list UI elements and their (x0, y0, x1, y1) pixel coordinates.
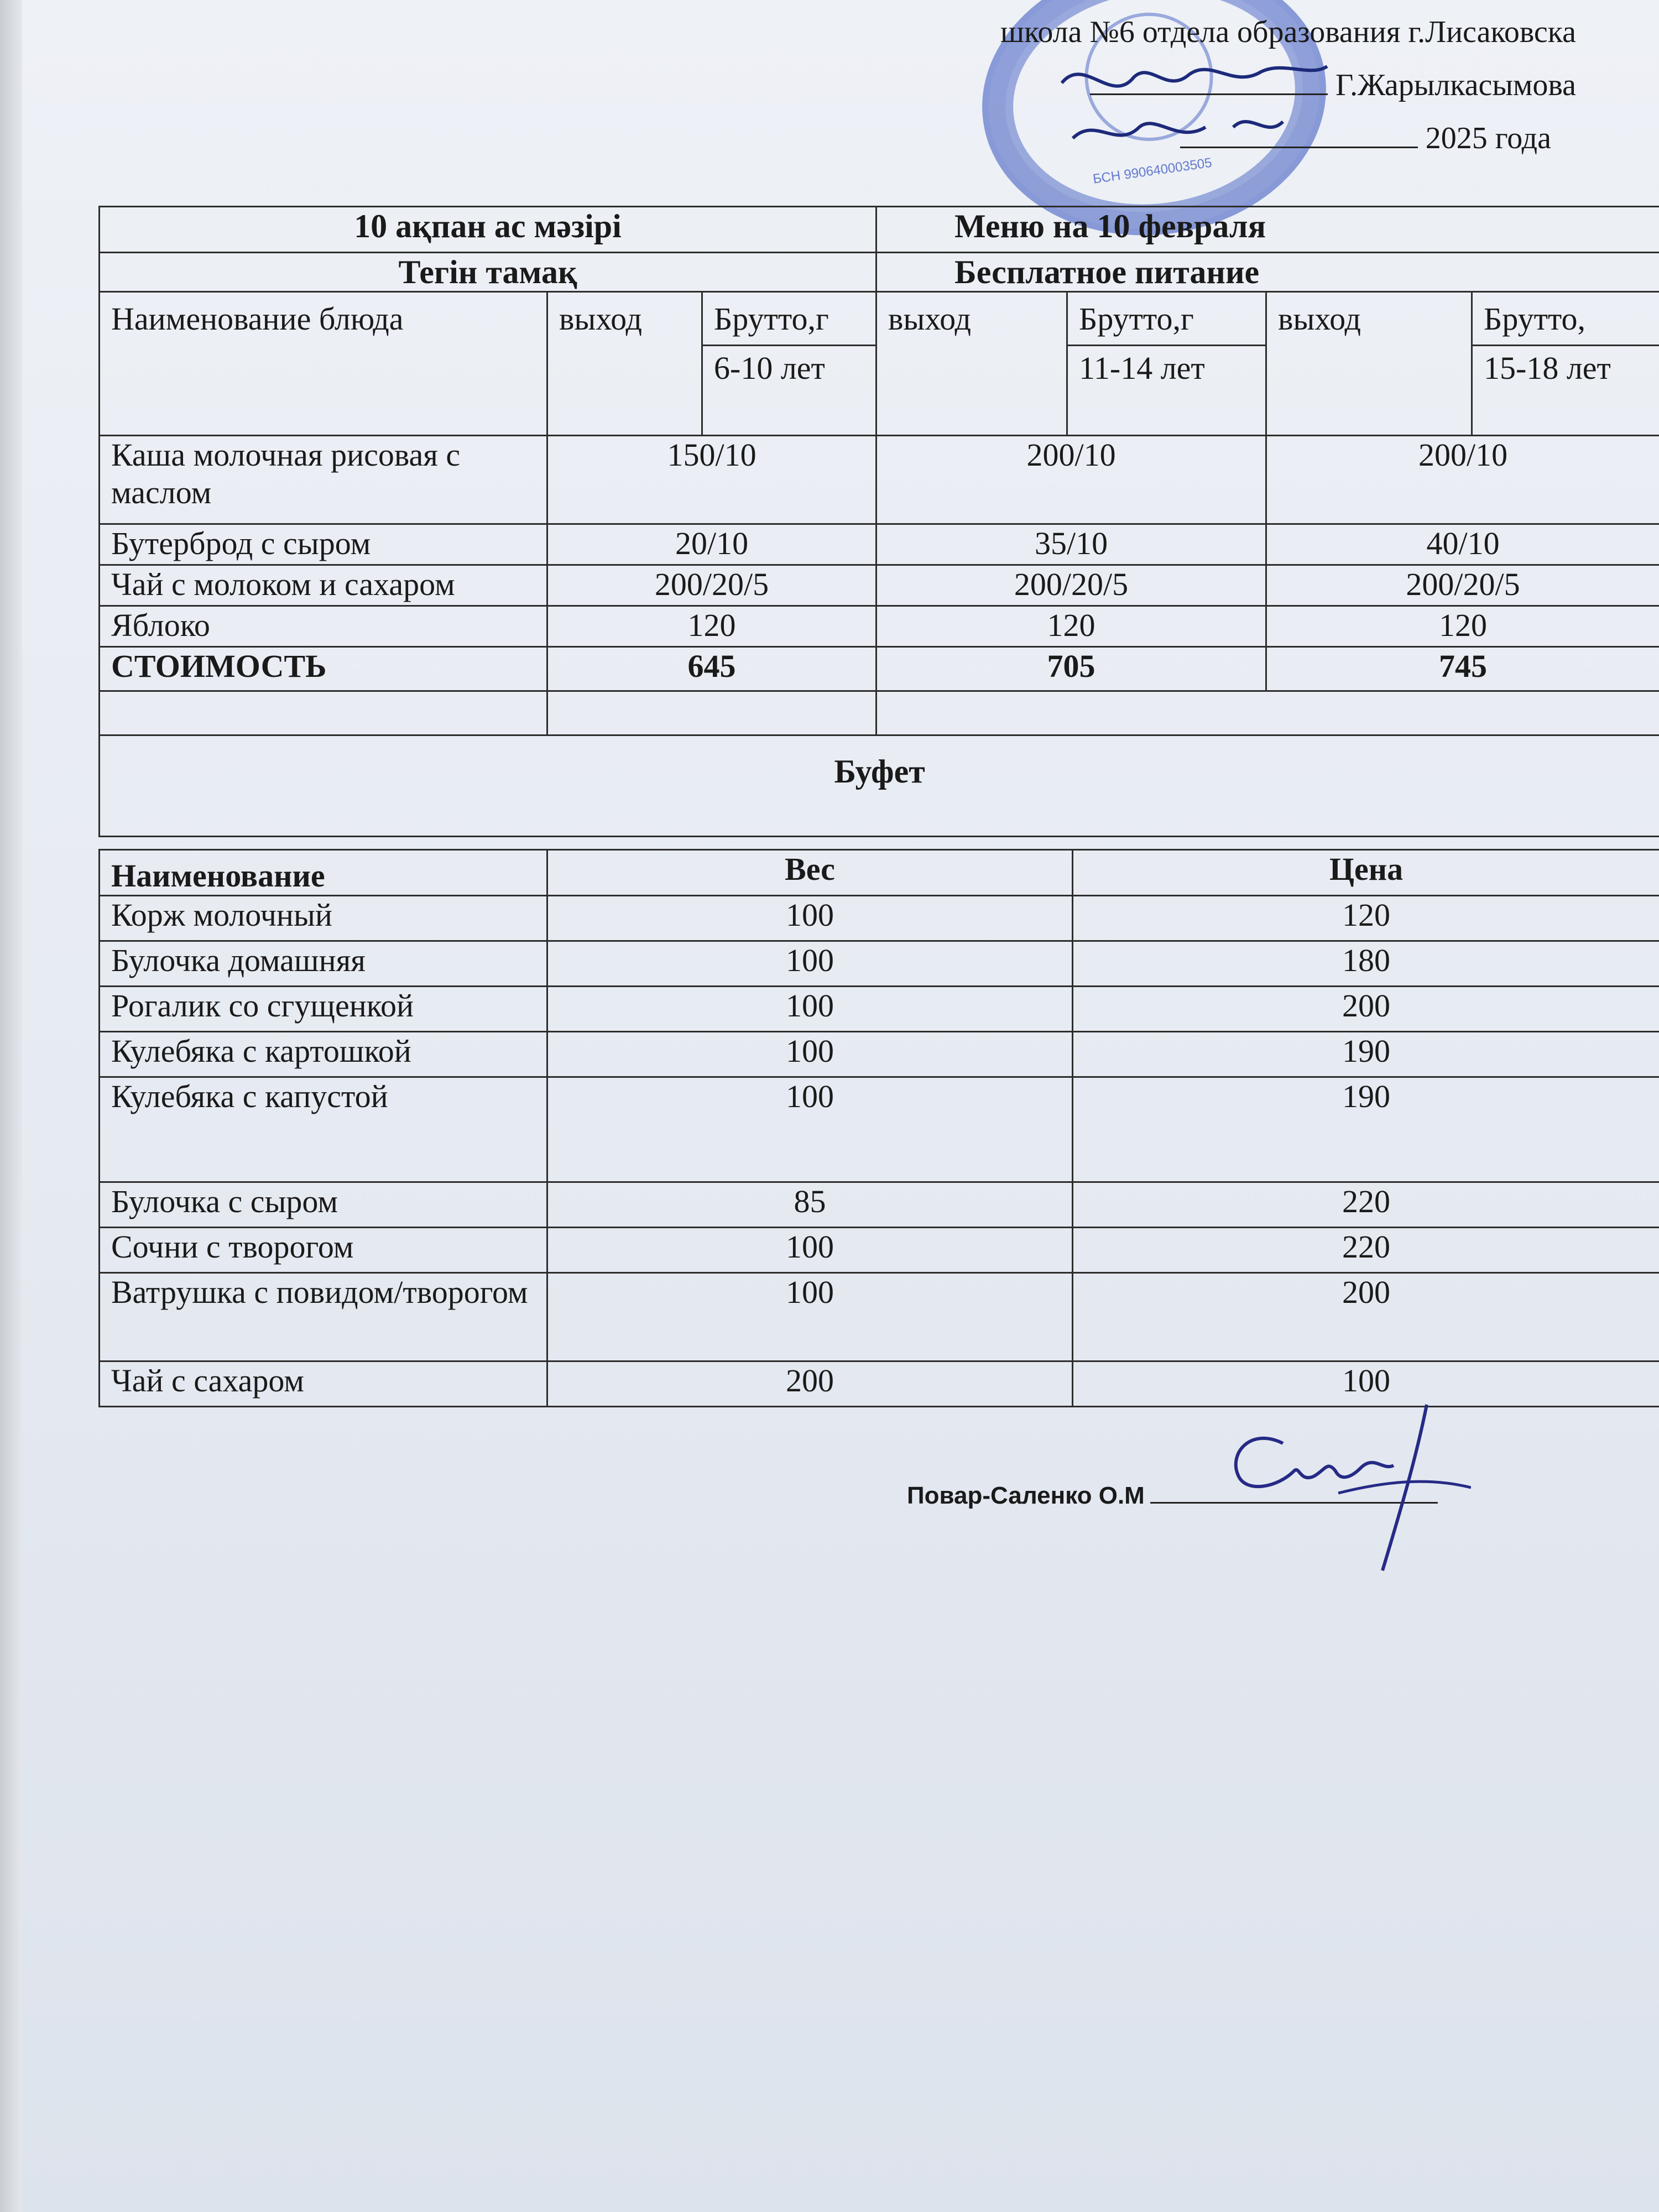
buffet-item-weight: 100 (547, 1273, 1073, 1361)
total-label: СТОИМОСТЬ (100, 647, 547, 691)
dish-name: Бутерброд с сыром (100, 524, 547, 565)
menu-empty-row (100, 691, 1659, 735)
buffet-item-name: Ватрушка с повидом/творогом (100, 1273, 547, 1361)
buffet-item-price: 100 (1073, 1361, 1659, 1407)
portion-c: 200/20/5 (1266, 565, 1659, 606)
dish-name: Каша молочная рисовая с маслом (100, 436, 547, 524)
buffet-item-name: Булочка с сыром (100, 1182, 547, 1228)
director-signature (1051, 44, 1338, 155)
buffet-col-weight: Вес (547, 850, 1073, 896)
buffet-row (100, 1032, 1659, 1077)
age-group-b: 11-14 лет (1068, 345, 1265, 387)
buffet-item-name: Корж молочный (100, 896, 547, 941)
portion-a: 200/20/5 (547, 565, 877, 606)
menu-column-header-row (100, 292, 1659, 436)
age-group-a: 6-10 лет (703, 345, 875, 387)
menu-subtitle-kz: Тегін тамақ (100, 253, 877, 292)
menu-total-row (100, 647, 1659, 691)
portion-c: 40/10 (1266, 524, 1659, 565)
buffet-row (100, 896, 1659, 941)
stamp-bin-text: БСН 990640003505 (1092, 155, 1213, 187)
col-output-header-a: выход (547, 292, 702, 436)
col-brutto-header-b: Брутто,г 11-14 лет (1067, 292, 1266, 436)
menu-title-row (100, 207, 1659, 253)
menu-row (100, 606, 1659, 647)
menu-row (100, 436, 1659, 524)
buffet-item-price: 190 (1073, 1032, 1659, 1077)
buffet-col-name: Наименование (100, 850, 547, 896)
menu-row (100, 565, 1659, 606)
portion-b: 120 (877, 606, 1266, 647)
dish-name: Яблоко (100, 606, 547, 647)
buffet-item-name: Рогалик со сгущенкой (100, 987, 547, 1032)
portion-b: 200/20/5 (877, 565, 1266, 606)
portion-c: 120 (1266, 606, 1659, 647)
cook-signature (1217, 1394, 1471, 1582)
empty-cell (100, 691, 547, 735)
approval-school-line: школа №6 отдела образования г.Лисаковска (1000, 15, 1576, 49)
menu-subtitle-ru: Бесплатное питание (877, 253, 1659, 292)
buffet-row (100, 1182, 1659, 1228)
buffet-item-name: Кулебяка с капустой (100, 1077, 547, 1182)
menu-title-kz: 10 ақпан ас мәзірі (100, 207, 877, 253)
cook-label: Повар-Саленко О.М (907, 1482, 1145, 1509)
col-output-header-c: выход (1266, 292, 1472, 436)
portion-a: 120 (547, 606, 877, 647)
buffet-item-name: Кулебяка с картошкой (100, 1032, 547, 1077)
portion-a: 20/10 (547, 524, 877, 565)
portion-b: 35/10 (877, 524, 1266, 565)
col-brutto-header-c: Брутто, 15-18 лет (1472, 292, 1659, 436)
buffet-row (100, 941, 1659, 987)
buffet-table (98, 849, 1659, 1407)
empty-cell (877, 691, 1659, 735)
buffet-item-weight: 100 (547, 1077, 1073, 1182)
col-dish-header: Наименование блюда (100, 292, 547, 436)
total-a: 645 (547, 647, 877, 691)
col-output-header-b: выход (877, 292, 1067, 436)
buffet-item-weight: 100 (547, 1032, 1073, 1077)
approval-director-line: Г.Жарылкасымова (857, 59, 1576, 112)
empty-cell (547, 691, 877, 735)
total-c: 745 (1266, 647, 1659, 691)
buffet-item-price: 120 (1073, 896, 1659, 941)
buffet-item-name: Сочни с творогом (100, 1228, 547, 1273)
buffet-title: Буфет (100, 735, 1659, 837)
buffet-item-price: 190 (1073, 1077, 1659, 1182)
buffet-row (100, 1273, 1659, 1361)
buffet-col-price: Цена (1073, 850, 1659, 896)
buffet-item-weight: 100 (547, 987, 1073, 1032)
buffet-item-price: 200 (1073, 987, 1659, 1032)
buffet-item-weight: 200 (547, 1361, 1073, 1407)
menu-table (98, 206, 1659, 837)
buffet-item-weight: 85 (547, 1182, 1073, 1228)
col-brutto-header-a: Брутто,г 6-10 лет (702, 292, 877, 436)
buffet-item-price: 200 (1073, 1273, 1659, 1361)
buffet-item-weight: 100 (547, 896, 1073, 941)
buffet-row (100, 987, 1659, 1032)
buffet-item-name: Булочка домашняя (100, 941, 547, 987)
paper-edge-shadow (0, 0, 22, 2212)
buffet-item-weight: 100 (547, 1228, 1073, 1273)
total-b: 705 (877, 647, 1266, 691)
dish-name: Чай с молоком и сахаром (100, 565, 547, 606)
buffet-item-price: 180 (1073, 941, 1659, 987)
portion-a: 150/10 (547, 436, 877, 524)
menu-title-ru: Меню на 10 февраля (877, 207, 1659, 253)
buffet-item-price: 220 (1073, 1182, 1659, 1228)
age-group-c: 15-18 лет (1473, 345, 1659, 387)
menu-row (100, 524, 1659, 565)
menu-subtitle-row (100, 253, 1659, 292)
portion-c: 200/10 (1266, 436, 1659, 524)
buffet-item-name: Чай с сахаром (100, 1361, 547, 1407)
approval-date-line: 2025 года (857, 112, 1576, 165)
buffet-header-row (100, 850, 1659, 896)
buffet-row (100, 1077, 1659, 1182)
buffet-title-row (100, 735, 1659, 837)
buffet-item-price: 220 (1073, 1228, 1659, 1273)
buffet-item-weight: 100 (547, 941, 1073, 987)
portion-b: 200/10 (877, 436, 1266, 524)
buffet-row (100, 1228, 1659, 1273)
